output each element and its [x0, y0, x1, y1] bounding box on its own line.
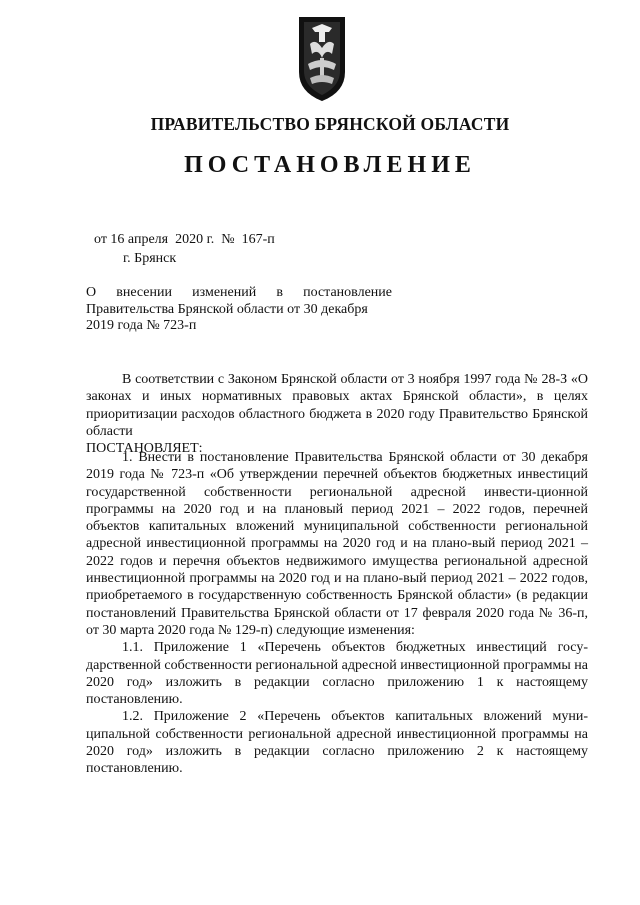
preamble-block — [86, 371, 588, 457]
coat-of-arms-emblem — [296, 14, 348, 102]
subject-line-1: О внесении изменений в постановление — [86, 285, 392, 300]
preamble-text: В соответствии с Законом Брянской области от 3 ноября 1997 года № 28-З «О законах и иных нормативных правовых актах Брянской области», в целях приоритизации расходов областного бюджета в 2020 году Правительство Брянской области — [86, 372, 588, 439]
subject-line-3: 2019 года № 723-п — [86, 318, 197, 333]
document-date-number: от 16 апреля 2020 г. № 167-п — [94, 232, 275, 247]
resolves-word: ПОСТАНОВЛЯЕТ: — [86, 441, 203, 457]
subject-line-2: Правительства Брянской области от 30 декабря — [86, 301, 368, 317]
document-type-title: ПОСТАНОВЛЕНИЕ — [184, 152, 476, 178]
item-1-2: 1.2. Приложение 2 «Перечень объектов капитальных вложений муни-ципальной собственности региональной адресной инвестиционной программы на 2020 год» изложить в редакции согласно приложению 2 к настоящему постановлению. — [86, 709, 588, 777]
item-1-1: 1.1. Приложение 1 «Перечень объектов бюджетных инвестиций госу-дарственной собственности региональной адресной инвестиционной программы на 2020 год» изложить в редакции согласно приложению 1 к настоящему постановлению. — [86, 640, 588, 708]
item-1: 1. Внести в постановление Правительства Брянской области от 30 декабря 2019 года № 723-п «Об утверждении перечней объектов бюджетных инвестиций государственной собственности региональной адресной инвести-ционной программы на 2020 год и на плановый период 2021 – 2022 годов, перечней объектов капитальных вложений муниципальной собственности региональной адресной инвестиционной программы на 2020 год и на плано-вый период 2021 – 2022 годов и перечня объектов недвижимого имущества региональной адресной инвестиционной программы на 2020 год и на плано-вый период 2021 – 2022 годов, приобретаемого в государственную собственность Брянской области» (в редакции постановлений Правительства Брянской области от 17 февраля 2020 года № 36-п, от 30 марта 2020 года № 129-п) следующие изменения: — [86, 450, 588, 638]
government-name: ПРАВИТЕЛЬСТВО БРЯНСКОЙ ОБЛАСТИ — [150, 114, 510, 134]
document-subject — [86, 285, 392, 335]
document-city: г. Брянск — [123, 251, 177, 266]
resolution-items — [86, 449, 588, 778]
